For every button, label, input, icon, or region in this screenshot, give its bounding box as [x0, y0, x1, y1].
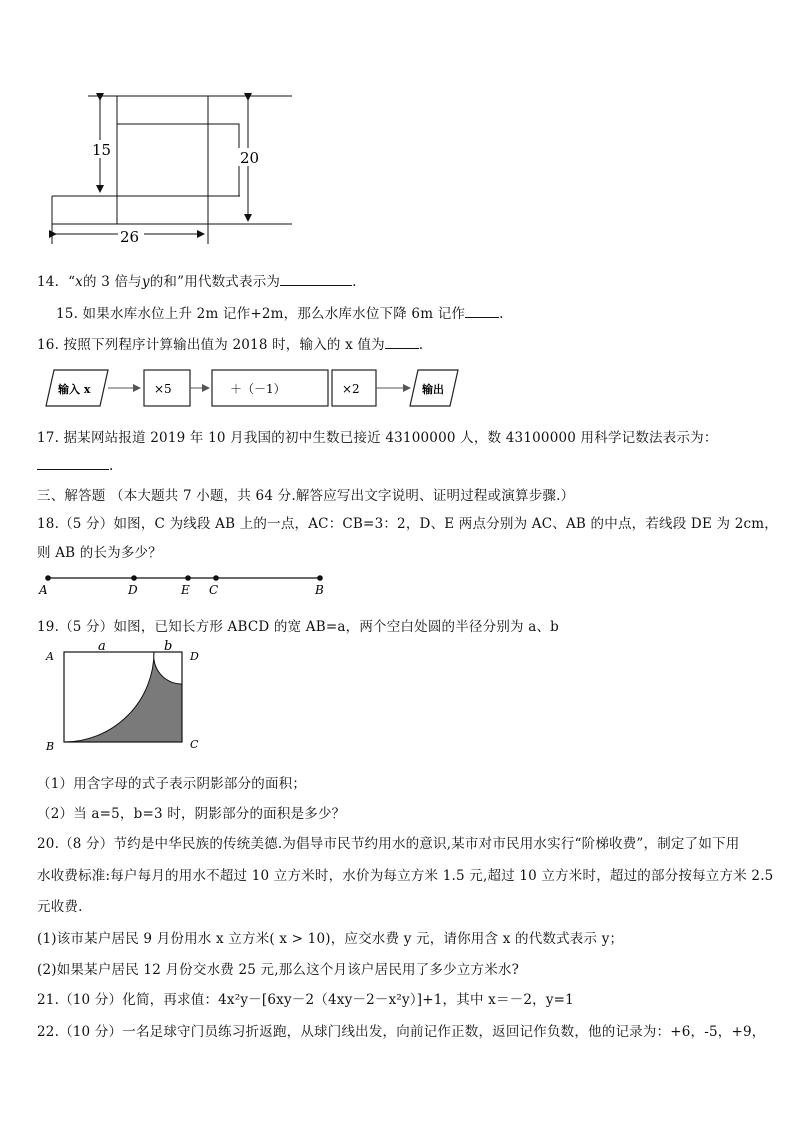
q14-number: 14. — [37, 274, 60, 290]
label-C: C — [190, 738, 199, 751]
q14-text-a: “ — [68, 274, 76, 290]
shaded-rectangle-figure — [40, 638, 210, 758]
label-26: 26 — [120, 228, 140, 246]
q14-var-y: y — [141, 274, 150, 290]
point-A: A — [39, 583, 48, 597]
q16-text: 16. 按照下列程序计算输出值为 2018 时，输入的 x 值为 — [37, 337, 385, 353]
program-flowchart — [44, 366, 464, 412]
q14-var-x: x — [75, 274, 83, 290]
question-19: 19.（5 分）如图，已知长方形 ABCD 的宽 AB=a，两个空白处圆的半径分别为 a、b — [37, 619, 560, 635]
question-16 — [37, 333, 423, 353]
label-15: 15 — [92, 141, 112, 159]
q17-end: . — [109, 458, 114, 474]
label-A: A — [46, 650, 54, 663]
q14-answer-blank[interactable] — [280, 284, 352, 286]
question-14 — [37, 270, 357, 290]
question-21: 21.（10 分）化简，再求值：4x²y－[6xy－2（4xy－2－x²y）]+1，其中 x＝－2，y=1 — [37, 992, 574, 1008]
question-18-line2: 则 AB 的长为多少？ — [37, 545, 162, 561]
question-17 — [37, 426, 718, 446]
q14-text-c: 的和”用代数式表示为 — [149, 274, 281, 290]
flow-step3-label: ×2 — [342, 382, 360, 396]
flow-input-label: 输入 x — [58, 383, 91, 396]
point-E: E — [181, 583, 190, 597]
question-19-sub1: （1）用含字母的式子表示阴影部分的面积； — [37, 776, 307, 792]
q15-end: . — [499, 306, 504, 322]
flow-step1-label: ×5 — [154, 382, 172, 396]
question-20-line1: 20.（8 分）节约是中华民族的传统美德.为倡导市民节约用水的意识,某市对市民用水实行“阶梯收费”，制定了如下用 — [37, 836, 740, 852]
q16-answer-blank[interactable] — [385, 347, 419, 349]
q15-answer-blank[interactable] — [465, 316, 499, 318]
label-b: b — [164, 639, 173, 654]
label-D: D — [190, 650, 199, 663]
point-B: B — [315, 583, 324, 597]
question-20-line3: 元收费. — [37, 899, 83, 915]
question-18-line1: 18.（5 分）如图，C 为线段 AB 上的一点，AC：CB=3：2，D、E 两点分别为 AC、AB 的中点，若线段 DE 为 2cm， — [37, 516, 778, 532]
flow-output-label: 输出 — [422, 383, 444, 396]
q17-text: 17. 据某网站报道 2019 年 10 月我国的初中生数已接近 43100000 人，数 43100000 用科学记数法表示为： — [37, 430, 718, 446]
q14-end: . — [352, 274, 357, 290]
flow-step2-label: ＋（－1） — [230, 382, 286, 396]
question-22: 22.（10 分）一名足球守门员练习折返跑，从球门线出发，向前记作正数，返回记作负数，他的记录为：+6，-5，+9， — [37, 1024, 766, 1040]
label-20: 20 — [240, 149, 260, 167]
question-20-sub1: (1)该市某户居民 9 月份用水 x 立方米( x > 10)，应交水费 y 元，请你用含 x 的代数式表示 y； — [37, 931, 624, 947]
point-D: D — [128, 583, 138, 597]
question-20-line2: 水收费标准:每户每月的用水不超过 10 立方米时，水价为每立方米 1.5 元,超过 10 立方米时，超过的部分按每立方米 2.5 — [37, 868, 774, 884]
question-19-sub2: （2）当 a=5，b=3 时，阴影部分的面积是多少？ — [37, 806, 346, 822]
q17-answer-blank[interactable] — [37, 468, 109, 470]
point-C: C — [209, 583, 219, 597]
rectangle-dimension-figure — [40, 88, 300, 248]
q17-answer-line — [37, 458, 114, 474]
label-B: B — [46, 740, 55, 753]
question-15 — [56, 302, 504, 322]
q15-text: 15. 如果水库水位上升 2m 记作+2m，那么水库水位下降 6m 记作 — [56, 306, 466, 322]
question-20-sub2: (2)如果某户居民 12 月份交水费 25 元,那么这个月该户居民用了多少立方米水? — [37, 962, 520, 978]
segment-figure — [36, 570, 336, 598]
q16-end: . — [418, 337, 424, 353]
section-3-heading: 三、解答题 （本大题共 7 小题，共 64 分.解答应写出文字说明、证明过程或演算步骤.） — [37, 488, 575, 504]
q14-text-b: 的 3 倍与 — [83, 274, 142, 290]
label-a: a — [98, 639, 106, 654]
